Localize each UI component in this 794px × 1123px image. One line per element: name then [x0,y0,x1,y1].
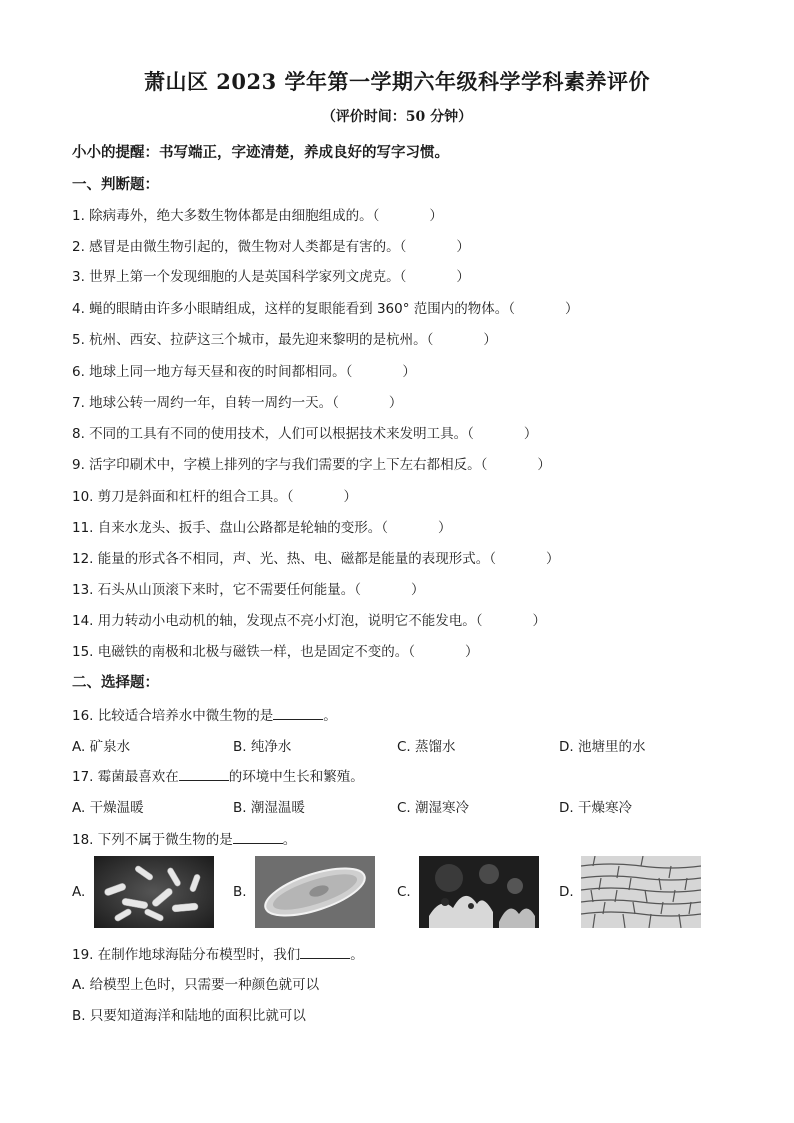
option-a[interactable]: A. 给模型上色时，只需要一种颜色就可以 [72,977,320,993]
option-c[interactable]: C. 蒸馏水 [397,739,456,755]
options-17 [72,796,732,816]
page-title: 萧山区 2023 学年第一学期六年级科学学科素养评价 [143,69,651,94]
judge-question: 15. 电磁铁的南极和北极与磁铁一样，也是固定不变的。（ ） [72,644,479,660]
option-c[interactable]: C. 潮湿寒冷 [397,800,470,816]
exam-duration: （评价时间：50 分钟） [321,109,473,125]
answer-blank[interactable] [273,706,323,720]
option-d[interactable]: D. 干燥寒冷 [559,800,632,816]
image-option-d[interactable]: D. [559,854,709,932]
image-option-c[interactable]: C. [397,854,547,932]
judge-question: 8. 不同的工具有不同的使用技术，人们可以根据技术来发明工具。（ ） [72,426,538,442]
option-b[interactable]: B. 纯净水 [233,739,292,755]
judge-question: 5. 杭州、西安、拉萨这三个城市，最先迎来黎明的是杭州。（ ） [72,332,497,348]
judge-question: 11. 自来水龙头、扳手、盘山公路都是轮轴的变形。（ ） [72,520,452,536]
option-b[interactable]: B. 只要知道海洋和陆地的面积比就可以 [72,1008,306,1024]
image-option-a[interactable]: A. [72,854,222,932]
mold-micrograph [419,856,539,928]
choice-question-17: 17. 霉菌最喜欢在 的环境中生长和繁殖。 [72,769,364,785]
bacteria-micrograph [94,856,214,928]
option-a[interactable]: A. 干燥温暖 [72,800,144,816]
paramecium-micrograph [255,856,375,928]
judge-question: 12. 能量的形式各不相同，声、光、热、电、磁都是能量的表现形式。（ ） [72,551,560,567]
judge-question: 14. 用力转动小电动机的轴，发现点不亮小灯泡，说明它不能发电。（ ） [72,613,547,629]
answer-blank[interactable] [300,945,350,959]
judge-question: 10. 剪刀是斜面和杠杆的组合工具。（ ） [72,489,358,505]
judge-question: 13. 石头从山顶滚下来时，它不需要任何能量。（ ） [72,582,425,598]
option-d[interactable]: D. 池塘里的水 [559,739,646,755]
options-18-images [72,854,712,932]
judge-question: 4. 蝇的眼睛由许多小眼睛组成，这样的复眼能看到 360° 范围内的物体。（ ） [72,301,579,317]
judge-question: 9. 活字印刷术中，字模上排列的字与我们需要的字上下左右都相反。（ ） [72,457,551,473]
section-heading-choice: 二、选择题： [72,674,159,691]
plant-cell-micrograph [581,856,701,928]
judge-question: 3. 世界上第一个发现细胞的人是英国科学家列文虎克。（ ） [72,269,470,285]
writing-reminder: 小小的提醒：书写端正，字迹清楚，养成良好的写字习惯。 [72,144,449,161]
options-16 [72,735,732,755]
judge-question: 6. 地球上同一地方每天昼和夜的时间都相同。（ ） [72,364,416,380]
option-b[interactable]: B. 潮湿温暖 [233,800,305,816]
choice-question-18: 18. 下列不属于微生物的是 。 [72,832,297,848]
judge-question: 2. 感冒是由微生物引起的，微生物对人类都是有害的。（ ） [72,239,470,255]
choice-question-19: 19. 在制作地球海陆分布模型时，我们 。 [72,947,364,963]
judge-question: 7. 地球公转一周约一年，自转一周约一天。（ ） [72,395,403,411]
section-heading-judge: 一、判断题： [72,176,159,193]
judge-question: 1. 除病毒外，绝大多数生物体都是由细胞组成的。（ ） [72,208,443,224]
image-option-b[interactable]: B. [233,854,383,932]
choice-question-16: 16. 比较适合培养水中微生物的是 。 [72,708,337,724]
answer-blank[interactable] [233,830,283,844]
option-a[interactable]: A. 矿泉水 [72,739,131,755]
answer-blank[interactable] [179,767,229,781]
